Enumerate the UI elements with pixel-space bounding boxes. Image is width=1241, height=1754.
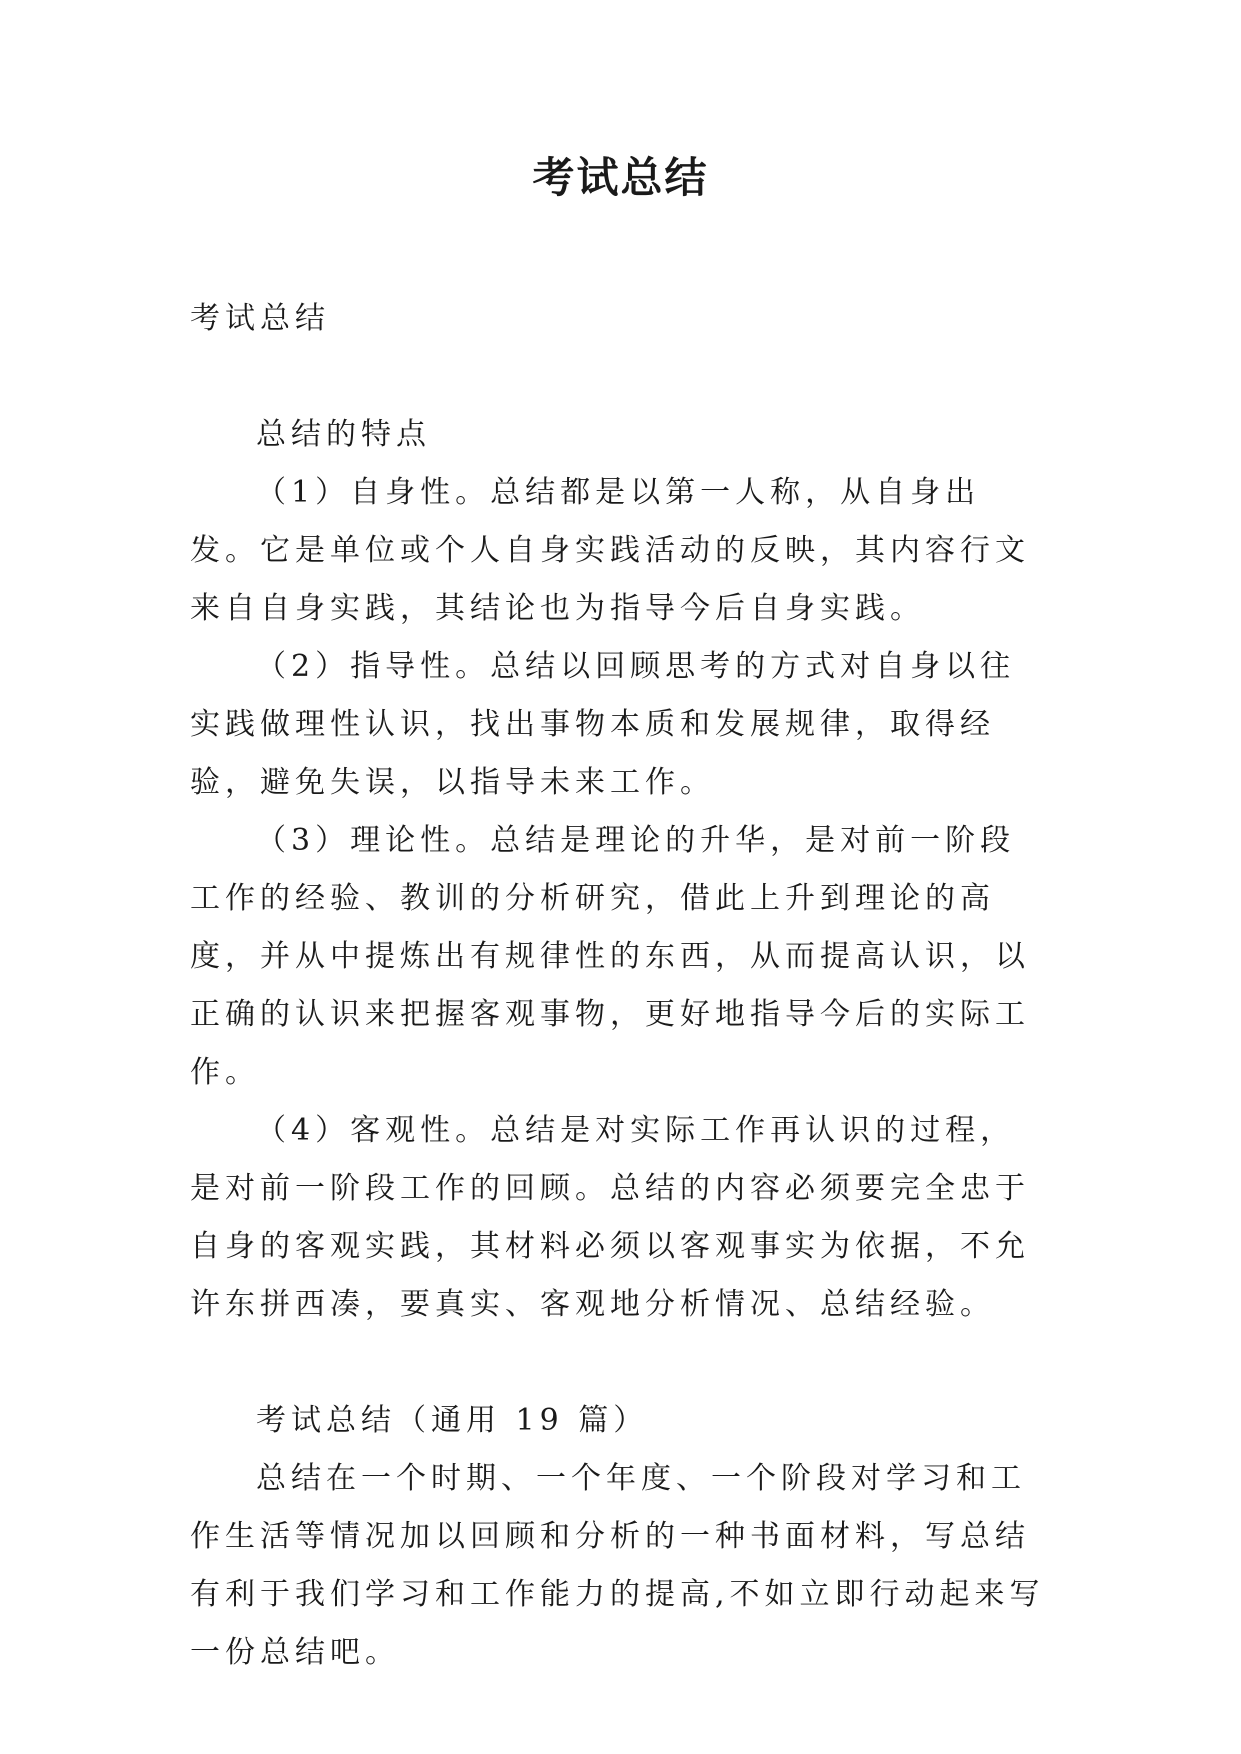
feature-paragraph-1: （1）自身性。总结都是以第一人称，从自身出发。它是单位或个人自身实践活动的反映，其内容行文来自自身实践，其结论也为指导今后自身实践。 (190, 475, 1030, 626)
feature-paragraph-2: （2）指导性。总结以回顾思考的方式对自身以往实践做理性认识，找出事物本质和发展规律，取得经验，避免失误，以指导未来工作。 (190, 649, 1016, 800)
document-subtitle: 考试总结 (190, 301, 330, 336)
document-title: 考试总结 (532, 153, 709, 202)
document-body (190, 290, 1050, 1682)
intro-paragraph: 总结在一个时期、一个年度、一个阶段对学习和工作生活等情况加以回顾和分析的一种书面材料，写总结有利于我们学习和工作能力的提高,不如立即行动起来写一份总结吧。 (190, 1461, 1045, 1670)
collection-heading: 考试总结（通用 19 篇） (256, 1403, 649, 1438)
feature-paragraph-3: （3）理论性。总结是理论的升华，是对前一阶段工作的经验、教训的分析研究，借此上升到理论的高度，并从中提炼出有规律性的东西，从而提高认识，以正确的认识来把握客观事物，更好地指导今后的实际工作。 (190, 823, 1030, 1090)
feature-paragraph-4: （4）客观性。总结是对实际工作再认识的过程，是对前一阶段工作的回顾。总结的内容必须要完全忠于自身的客观实践，其材料必须以客观事实为依据，不允许东拼西凑，要真实、客观地分析情况、总结经验。 (190, 1113, 1030, 1322)
features-heading: 总结的特点 (256, 417, 431, 452)
